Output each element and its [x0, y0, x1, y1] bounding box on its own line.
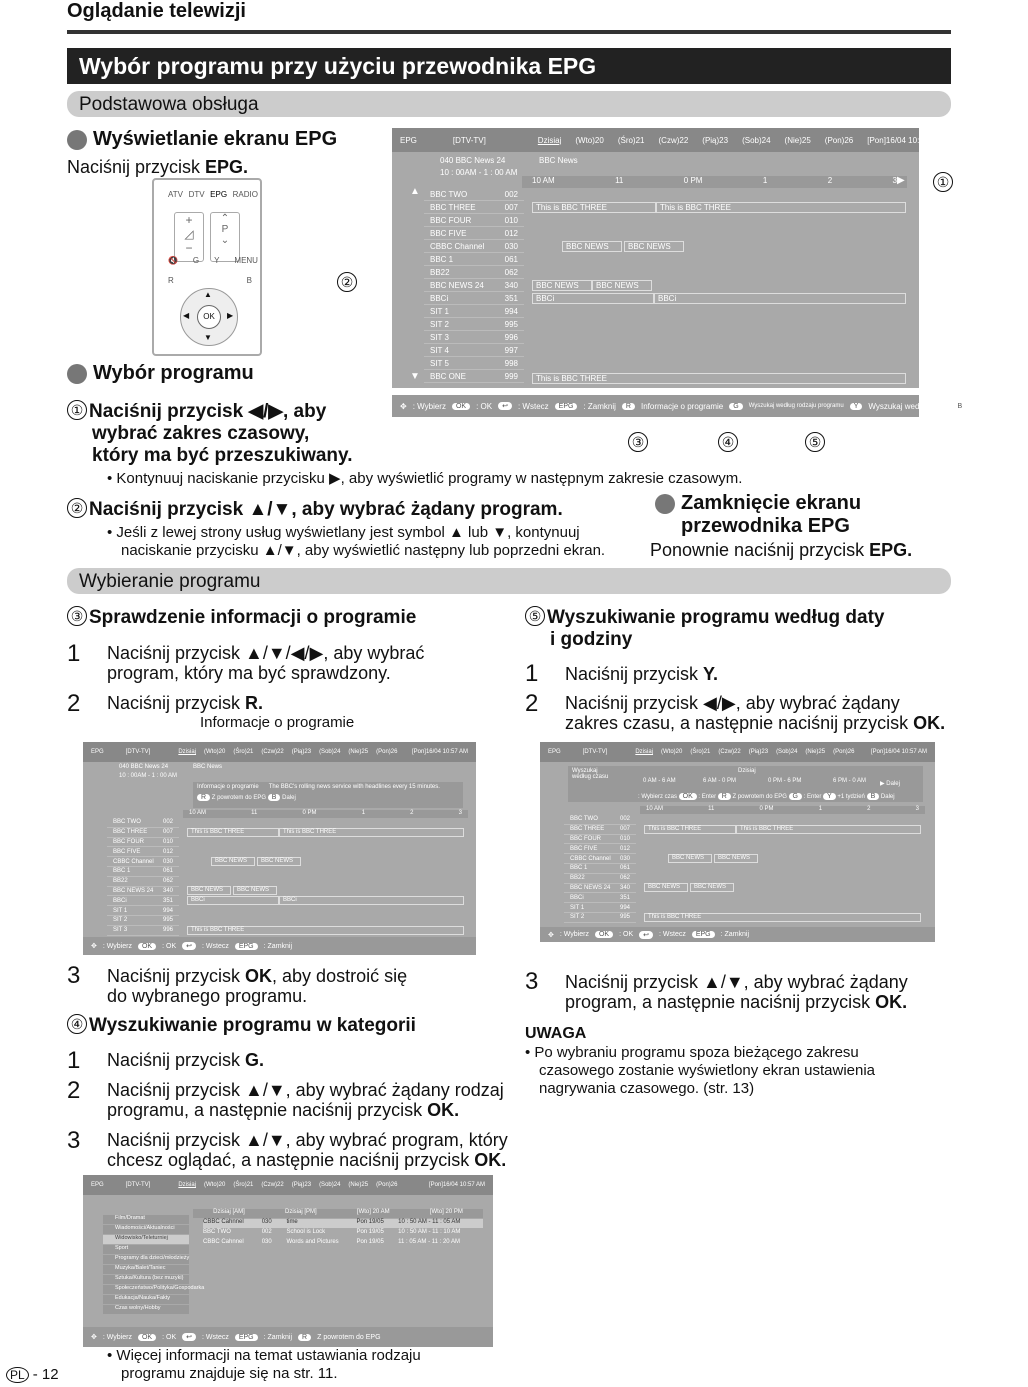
display-text: Naciśnij przycisk EPG. — [67, 157, 249, 177]
genre-result-cell: CBBC Cahnnel — [203, 1239, 244, 1245]
genre-result-cell: 002 — [261, 1229, 272, 1235]
channel-number: 002 — [162, 819, 173, 826]
main-title: Wybór programu przy użyciu przewodnika EPG — [67, 48, 951, 84]
back-hint: : Wstecz — [517, 401, 549, 411]
s4-step3: Naciśnij przycisk ▲/▼, aby wybrać program, który chcesz oglądać, a następnie naciśnij przycisk OK. — [107, 1130, 508, 1170]
callout-1: ① — [933, 172, 955, 194]
s3-step2: Naciśnij przycisk R. — [107, 693, 264, 713]
step1-note: • Kontynuuj naciskanie przycisku ▶, aby wyświetlić programy w następnym zakresie czasowym. — [107, 470, 743, 487]
channel-row[interactable] — [424, 227, 524, 240]
scroll-down-icon[interactable]: ▼ — [410, 371, 420, 382]
timer-hint: Przegląd timera — [972, 401, 1028, 411]
note-text: • Po wybraniu programu spoza bieżącego zakresu czasowego zostanie wyświetlony ekran ustawienia nagrywania czasowego. (str. 13) — [525, 1044, 876, 1097]
channel-name: BBCi — [430, 293, 449, 303]
program-cell[interactable]: BBCi — [654, 293, 906, 304]
genre-item[interactable]: Widowisko/Teleturniej — [103, 1235, 189, 1244]
channel-number: 340 — [619, 884, 630, 891]
genre-screen: EPG [DTV-TV] Dzisiaj (Wto)20 (Śro)21 (Czw)22 (Pią)23 (Sob)24 (Nie)25 (Pon)26 [Pon]16/04 10:57 AM Dzisiaj [AM] Dzisiaj [PM] [Wto] 20 AM [Wto] 20 PM Film/Dramat Wiadomości/Aktualności Widowisko/Teleturniej Sport Programy dla dzieci/młodzieży Muzyka/Balet/Taniec Sztuka/Kultura (bez muzyki) Społeczeństwo/Polityka/Gospodarka Edukacja/Nauka/Fakty Czas wolny/Hobby CBBC Cahnnel 030 time Pon 19/05 10 : 50 AM - 11 : 05 AM BBC TWO 002 School is Lock Pon 19/05 10 : 50 AM - 11 : 10 AM CBBC Cahnnel 030 Words and Pictures Pon 19/05 11 : 05 AM - 11 : 20 AM ✥ : Wybierz OK : OK ↩ : Wstecz EPG : Zamknij R Z powrotem do EPG — [83, 1175, 493, 1347]
day-tab[interactable]: (Czw)22 — [658, 135, 689, 145]
genre-item[interactable]: Czas wolny/Hobby — [103, 1305, 189, 1314]
info-caption: Informacje o programie — [200, 714, 355, 731]
channel-number: 995 — [619, 914, 630, 921]
page-number: PL - 12 — [6, 1366, 59, 1383]
time-range[interactable]: 6 PM - 0 AM — [833, 778, 867, 784]
channel-row[interactable] — [564, 844, 636, 854]
channel-row[interactable] — [424, 188, 524, 201]
genre-result-cell: 10 : 50 AM - 11 : 10 AM — [398, 1229, 461, 1235]
program-cell[interactable]: BBC NEWS — [624, 241, 684, 252]
close-heading: Zamknięcie ekranu przewodnika EPG — [655, 492, 861, 538]
cursor-icon: ✥ — [91, 943, 97, 950]
bullet-icon — [67, 130, 87, 150]
channel-number: 007 — [619, 826, 630, 833]
genre-result-cell: 10 : 50 AM - 11 : 05 AM — [398, 1219, 461, 1225]
left-arrow-icon[interactable]: ◀ — [183, 311, 190, 320]
genre-item[interactable]: Społeczeństwo/Polityka/Gospodarka — [103, 1285, 189, 1294]
callout-2: ② — [337, 272, 359, 294]
program-cell[interactable]: This is BBC THREE — [644, 913, 921, 922]
channel-name: BBC FOUR — [113, 838, 145, 845]
channel-name: SIT 3 — [113, 927, 128, 934]
channel-number: 061 — [619, 865, 630, 872]
genre-result-cell: CBBC Cahnnel — [203, 1219, 244, 1225]
day-tab[interactable]: (Nie)25 — [784, 135, 811, 145]
channel-number: 010 — [619, 835, 630, 842]
channel-number: 996 — [504, 332, 518, 342]
program-cell[interactable]: BBCi — [279, 896, 464, 905]
channel-row[interactable] — [424, 240, 524, 253]
section-title: Oglądanie telewizji — [67, 0, 246, 22]
program-cell[interactable]: This is BBC THREE — [532, 373, 906, 384]
channel-number: 002 — [619, 816, 630, 823]
channel-row[interactable] — [424, 331, 524, 344]
program-cell[interactable]: BBC NEWS — [211, 857, 255, 866]
info-popup: Informacje o programie The BBC's rolling news service with headlines every 15 minutes. R Z powrotem do EPG B Dalej — [193, 782, 463, 808]
program-cell[interactable]: BBC NEWS — [257, 857, 301, 866]
channel-row[interactable] — [564, 913, 636, 923]
channel-number: 007 — [504, 202, 518, 212]
channel-row[interactable] — [424, 279, 524, 292]
channel-number: 340 — [162, 887, 173, 894]
date-hint: Wyszukaj według daty — [868, 401, 948, 411]
genre-result-cell: Pon 19/05 — [356, 1229, 384, 1235]
day-tab[interactable]: (Śro)21 — [617, 135, 645, 145]
channel-name: SIT 2 — [570, 914, 585, 921]
channel-name: BBC 1 — [430, 254, 454, 264]
basic-bar: Podstawowa obsługa — [67, 91, 951, 117]
info-time: 10 : 00AM - 1 : 00 AM — [440, 168, 518, 177]
dtv-label: [DTV-TV] — [452, 135, 486, 145]
step-number: 1 — [525, 660, 539, 687]
genre-result-row[interactable] — [203, 1239, 483, 1248]
y-key: Y — [850, 403, 863, 410]
channel-number: 997 — [504, 345, 518, 355]
s4-title: ④ Wyszukiwanie programu w kategorii — [67, 1014, 416, 1037]
channel-row[interactable] — [107, 838, 179, 848]
channel-number: 351 — [619, 894, 630, 901]
channel-name: BBC FOUR — [570, 835, 602, 842]
s5-step2: Naciśnij przycisk ◀/▶, aby wybrać żądany zakres czasu, a następnie naciśnij przycisk OK. — [565, 693, 946, 733]
step-number: 3 — [67, 1127, 81, 1154]
info-hint: Informacje o programie — [640, 401, 724, 411]
s3-step3: Naciśnij przycisk OK, aby dostroić się do wybranego programu. — [107, 966, 408, 1006]
channel-row[interactable] — [564, 884, 636, 894]
channel-row[interactable] — [107, 926, 179, 936]
program-cell[interactable]: BBC NEWS — [644, 883, 688, 892]
channel-row[interactable] — [424, 201, 524, 214]
time-search-panel: Wyszukaj według czasu Dzisiaj 0 AM - 6 AM 6 AM - 0 PM 0 PM - 6 PM 6 PM - 0 AM ▶ Dalej : Wybierz czas OK : Enter R Z powrotem do EPG G : Enter Y +1 tydzień B Dalej — [568, 766, 923, 802]
channel-row[interactable] — [107, 828, 179, 838]
program-cell[interactable]: This is BBC THREE — [736, 825, 921, 834]
dpad[interactable] — [180, 288, 238, 346]
down-arrow-icon[interactable]: ▼ — [204, 333, 212, 342]
channel-name: SIT 4 — [430, 345, 449, 355]
b-key: B — [953, 403, 966, 410]
scroll-up-icon[interactable]: ▲ — [410, 186, 420, 197]
step2: ② Naciśnij przycisk ▲/▼, aby wybrać żądany program. — [67, 498, 563, 521]
channel-row[interactable] — [564, 815, 636, 825]
more-info: • Więcej informacji na temat ustawiania rodzaju programu znajduje się na str. 11. — [107, 1347, 421, 1382]
channel-name: CBBC Channel — [570, 855, 611, 862]
step1: ① Naciśnij przycisk ◀/▶, aby wybrać zakres czasowy, który ma być przeszukiwany. — [67, 400, 352, 467]
channel-number: 061 — [162, 868, 173, 875]
genre-result-cell: 030 — [261, 1239, 272, 1245]
channel-number: 012 — [504, 228, 518, 238]
channel-name: BB22 — [113, 878, 128, 885]
ok-button[interactable]: OK — [197, 305, 221, 329]
channel-row[interactable] — [564, 825, 636, 835]
channel-number: 002 — [504, 189, 518, 199]
step-number: 2 — [67, 1077, 81, 1104]
callout-3: ③ — [628, 432, 650, 454]
channel-name: BBC NEWS 24 — [430, 280, 484, 290]
epg-screen — [392, 128, 942, 388]
channel-name: BBC THREE — [570, 826, 605, 833]
program-cell[interactable]: BBC NEWS — [690, 883, 734, 892]
channel-row[interactable] — [424, 344, 524, 357]
time-range[interactable]: 0 PM - 6 PM — [768, 778, 802, 784]
program-cell[interactable]: BBCi — [187, 896, 279, 905]
channel-name: BBC FOUR — [430, 215, 472, 225]
program-cell[interactable]: BBC NEWS — [562, 241, 622, 252]
genre-columns: Dzisiaj [AM] Dzisiaj [PM] [Wto] 20 AM [Wto] 20 PM — [193, 1209, 483, 1218]
channel-number: 062 — [504, 267, 518, 277]
channel-name: BBC NEWS 24 — [113, 887, 154, 894]
genre-item[interactable]: Wiadomości/Aktualności — [103, 1225, 189, 1234]
y-button[interactable]: Y — [214, 256, 220, 265]
channel-name: SIT 1 — [570, 904, 585, 911]
genre-result-cell: School is Lock — [286, 1229, 326, 1235]
s3-title: ③ Sprawdzenie informacji o programie — [67, 606, 416, 629]
channel-row[interactable] — [424, 214, 524, 227]
channel-name: BBC 1 — [113, 868, 131, 875]
channel-number: 012 — [162, 848, 173, 855]
genre-result-cell: Pon 19/05 — [356, 1219, 384, 1225]
s4-step2: Naciśnij przycisk ▲/▼, aby wybrać żądany rodzaj programu, a następnie naciśnij przycisk OK. — [107, 1080, 504, 1120]
select-heading: Wybór programu — [67, 362, 254, 385]
genre-item[interactable]: Sport — [103, 1245, 189, 1254]
program-cell[interactable]: This is BBC THREE — [279, 828, 464, 837]
program-cell[interactable]: This is BBC THREE — [644, 825, 736, 834]
clock: [Pon]16/04 10:57 AM — [867, 135, 942, 145]
close-text: Ponownie naciśnij przycisk EPG. — [650, 540, 913, 560]
channel-number: 996 — [162, 927, 173, 934]
program-cell[interactable]: This is BBC THREE — [532, 202, 656, 213]
channel-number: 010 — [162, 838, 173, 845]
channel-name: SIT 1 — [430, 306, 449, 316]
channel-row[interactable] — [107, 847, 179, 857]
g-button[interactable]: G — [192, 256, 200, 265]
channel-name: BBC THREE — [430, 202, 476, 212]
s5-step3: Naciśnij przycisk ▲/▼, aby wybrać żądany program, a następnie naciśnij przycisk OK. — [565, 972, 908, 1012]
day-tab[interactable]: (Pią)23 — [702, 135, 729, 145]
day-tab[interactable]: (Pon)26 — [824, 135, 854, 145]
program-cell[interactable]: BBC NEWS — [187, 886, 231, 895]
channel-number: 030 — [162, 858, 173, 865]
channel-number: 999 — [504, 371, 518, 381]
close-hint: : Zamknij — [583, 401, 616, 411]
channel-number: 340 — [504, 280, 518, 290]
channel-row[interactable] — [424, 318, 524, 331]
r-button[interactable]: R — [168, 276, 174, 285]
channel-name: BBC FIVE — [113, 848, 141, 855]
channel-name: BBC TWO — [113, 819, 141, 826]
channel-row[interactable] — [107, 896, 179, 906]
channel-number: 351 — [162, 897, 173, 904]
channel-row[interactable] — [424, 253, 524, 266]
genre-result-cell: BBC TWO — [203, 1229, 231, 1235]
genre-result-cell: 11 : 05 AM - 11 : 20 AM — [398, 1239, 460, 1245]
channel-row[interactable] — [564, 864, 636, 874]
radio-button[interactable]: RADIO — [232, 190, 258, 199]
time-range[interactable]: 6 AM - 0 PM — [703, 778, 737, 784]
channel-row[interactable] — [107, 906, 179, 916]
epg-label: EPG — [400, 135, 417, 145]
display-heading: Wyświetlanie ekranu EPG — [67, 128, 337, 151]
channel-row[interactable] — [107, 818, 179, 828]
program-cell[interactable]: BBC NEWS — [592, 280, 652, 291]
atv-button[interactable]: ATV — [168, 190, 183, 199]
channel-name: SIT 2 — [430, 319, 449, 329]
s5-step1: Naciśnij przycisk Y. — [565, 664, 719, 684]
callout-4: ④ — [718, 432, 740, 454]
program-cell[interactable]: BBC NEWS — [714, 854, 758, 863]
channel-row[interactable] — [424, 370, 524, 383]
channel-number: 062 — [162, 878, 173, 885]
step-number: 2 — [67, 690, 81, 717]
info-title: BBC News — [539, 156, 578, 165]
callout-5: ⑤ — [805, 432, 827, 454]
day-tab[interactable]: (Wto)20 — [575, 135, 604, 145]
genre-item[interactable]: Film/Dramat — [103, 1215, 189, 1224]
step2-note: • Jeśli z lewej strony usług wyświetlany jest symbol ▲ lub ▼, kontynuuj naciskanie przycisku ▲/▼, aby wyświetlić następny lub poprzedni ekran. — [107, 524, 606, 559]
return-icon: ↩ — [498, 402, 512, 410]
genre-result-cell: time — [286, 1219, 298, 1225]
genre-result-row[interactable] — [203, 1219, 483, 1228]
cursor-icon: ✥ — [91, 1334, 97, 1341]
channel-row[interactable] — [107, 867, 179, 877]
channel-row[interactable] — [424, 292, 524, 305]
program-cell[interactable]: This is BBC THREE — [187, 926, 464, 935]
channel-row[interactable] — [564, 854, 636, 864]
b-button[interactable]: B — [246, 276, 252, 285]
channel-number: 007 — [162, 829, 173, 836]
note-heading: UWAGA — [525, 1025, 587, 1042]
channel-number: 995 — [504, 319, 518, 329]
genre-result-cell: Pon 19/05 — [356, 1239, 384, 1245]
program-cell[interactable]: This is BBC THREE — [656, 202, 906, 213]
menu-button[interactable]: MENU — [234, 256, 258, 265]
time-range[interactable]: 0 AM - 6 AM — [643, 778, 676, 784]
cursor-icon: ✥ — [400, 401, 407, 411]
channel-row[interactable] — [564, 874, 636, 884]
channel-row[interactable] — [564, 893, 636, 903]
channel-name: SIT 2 — [113, 917, 128, 924]
search-screen: EPG [DTV-TV] Dzisiaj (Wto)20 (Śro)21 (Czw)22 (Pią)23 (Sob)24 (Nie)25 (Pon)26 [Pon]16/04 10:57 AM Wyszukaj według czasu Dzisiaj 0 AM - 6 AM 6 AM - 0 PM 0 PM - 6 PM 6 PM - 0 AM ▶ Dalej : Wybierz czas OK : Enter R Z powrotem do EPG G : Enter Y +1 tydzień B Dalej 10 AM 11 0 PM 1 2 3 BBC TWO 002 BBC THREE 007 BBC FOUR 010 BBC FIVE 012 CBBC Channel 030 BBC 1 061 BB22 062 BBC NEWS 24 340 BBCi 351 SIT 1 994 SIT 2 995 ✥ : Wybierz OK : OK ↩ : Wstecz EPG : Zamknij This is BBC THREE This is BBC THREE BBC NEWS BBC NEWS BBC NEWS BBC NEWS This is BBC THREE — [540, 742, 935, 942]
ok-hint: : OK — [476, 401, 493, 411]
channel-name: BBCi — [113, 897, 127, 904]
timeline: 10 AM 11 0 PM 1 2 3 — [522, 176, 907, 188]
today-tab[interactable]: Dzisiaj — [537, 135, 562, 145]
info-line: 040 BBC News 24 — [440, 156, 506, 165]
genre-item[interactable]: Programy dla dzieci/młodzieży — [103, 1255, 189, 1264]
channel-name: CBBC Channel — [113, 858, 154, 865]
channel-row[interactable] — [564, 903, 636, 913]
step-number: 3 — [67, 962, 81, 989]
ok-key: OK — [452, 403, 470, 410]
bullet-icon — [655, 494, 675, 514]
epg-button[interactable]: EPG — [210, 190, 228, 199]
channel-number: 994 — [619, 904, 630, 911]
channel-number: 998 — [504, 358, 518, 368]
bullet-icon — [67, 364, 87, 384]
channel-row[interactable] — [107, 887, 179, 897]
genre-item[interactable]: Edukacja/Nauka/Fakty — [103, 1295, 189, 1304]
channel-name: BBC ONE — [430, 371, 467, 381]
channel-rocker[interactable]: ⌃ P ⌄ — [210, 212, 240, 262]
step-number: 3 — [525, 968, 539, 995]
epg-key: EPG — [555, 403, 578, 410]
channel-number: 012 — [619, 845, 630, 852]
channel-number: 994 — [504, 306, 518, 316]
s4-step1: Naciśnij przycisk G. — [107, 1050, 265, 1070]
channel-name: BBC NEWS 24 — [570, 884, 611, 891]
channel-name: BBC TWO — [570, 816, 598, 823]
day-tab[interactable]: (Sob)24 — [742, 135, 771, 145]
genre-hint: Wyszukaj według rodzaju programu — [748, 403, 844, 409]
channel-name: BBCi — [570, 894, 584, 901]
epg-footer — [392, 395, 1028, 417]
step-number: 1 — [67, 1047, 81, 1074]
channel-name: BBC 1 — [570, 865, 588, 872]
channel-row[interactable] — [424, 266, 524, 279]
step-number: 2 — [525, 690, 539, 717]
channel-number: 351 — [504, 293, 518, 303]
program-cell[interactable]: BBC NEWS — [233, 886, 277, 895]
channel-name: BBC TWO — [430, 189, 468, 199]
channel-row[interactable] — [107, 877, 179, 887]
select-hint: : Wybierz — [412, 401, 446, 411]
r-key: R — [622, 403, 635, 410]
channel-row[interactable] — [107, 857, 179, 867]
channel-number: 994 — [162, 907, 173, 914]
program-cell[interactable]: BBC NEWS — [668, 854, 712, 863]
channel-name: BBC FIVE — [430, 228, 467, 238]
genre-result-row[interactable] — [203, 1229, 483, 1238]
channel-name: BB22 — [430, 267, 450, 277]
program-cell[interactable]: This is BBC THREE — [187, 828, 279, 837]
channel-number: 061 — [504, 254, 518, 264]
program-cell[interactable]: BBC NEWS — [532, 280, 592, 291]
g-key: G — [729, 403, 742, 410]
genre-item[interactable]: Muzyka/Balet/Taniec — [103, 1265, 189, 1274]
genre-result-cell: 030 — [261, 1219, 272, 1225]
channel-row[interactable] — [424, 305, 524, 318]
up-arrow-icon[interactable]: ▲ — [204, 290, 212, 299]
channel-name: SIT 3 — [430, 332, 449, 342]
channel-name: BB22 — [570, 875, 585, 882]
channel-name: SIT 5 — [430, 358, 449, 368]
next-button[interactable]: ▶ Dalej — [880, 781, 900, 787]
right-arrow-icon[interactable]: ▶ — [227, 311, 234, 320]
step-number: 1 — [67, 640, 81, 667]
remote-control — [152, 178, 262, 356]
channel-number: 062 — [619, 875, 630, 882]
genre-result-cell: Words and Pictures — [286, 1239, 339, 1245]
next-range-icon[interactable]: ▶ — [897, 175, 905, 186]
channel-number: 030 — [504, 241, 518, 251]
program-cell[interactable]: BBCi — [532, 293, 654, 304]
genre-item[interactable]: Sztuka/Kultura (bez muzyki) — [103, 1275, 189, 1284]
dtv-button[interactable]: DTV — [188, 190, 205, 199]
channel-name: BBC FIVE — [570, 845, 598, 852]
volume-rocker[interactable]: + ◿ − — [174, 212, 204, 262]
divider — [67, 30, 951, 34]
channel-row[interactable] — [424, 357, 524, 370]
channel-number: 010 — [504, 215, 518, 225]
info-screen: EPG [DTV-TV] Dzisiaj (Wto)20 (Śro)21 (Czw)22 (Pią)23 (Sob)24 (Nie)25 (Pon)26 [Pon]16/04 10:57 AM 040 BBC News 24 10 : 00AM - 1 : 00 AM BBC News Informacje o programie The BBC's rolling news service with headlines every 15 minutes. R Z powrotem do EPG B Dalej 10 AM 11 0 PM 1 2 3 BBC TWO 002 BBC THREE 007 BBC FOUR 010 BBC FIVE 012 CBBC Channel 030 BBC 1 061 BB22 062 BBC NEWS 24 340 BBCi 351 SIT 1 994 SIT 2 995 SIT 3 996 ✥ : Wybierz OK : OK ↩ : Wstecz EPG : Zamknij This is BBC THREE This is BBC THREE BBC NEWS BBC NEWS BBC NEWS BBC NEWS BBCi BBCi This is BBC THREE — [83, 742, 476, 955]
channel-row[interactable] — [107, 916, 179, 926]
s3-step1: Naciśnij przycisk ▲/▼/◀/▶, aby wybrać program, który ma być sprawdzony. — [107, 643, 425, 683]
channel-number: 030 — [619, 855, 630, 862]
channel-number: 995 — [162, 917, 173, 924]
mute-icon[interactable]: 🔇 — [168, 256, 178, 265]
channel-row[interactable] — [564, 835, 636, 845]
cursor-icon: ✥ — [548, 931, 554, 939]
choose-bar: Wybieranie programu — [67, 568, 951, 594]
channel-name: BBC THREE — [113, 829, 148, 836]
s5-title: ⑤ Wyszukiwanie programu według daty i godziny — [525, 606, 885, 651]
channel-name: SIT 1 — [113, 907, 128, 914]
channel-name: CBBC Channel — [430, 241, 485, 251]
